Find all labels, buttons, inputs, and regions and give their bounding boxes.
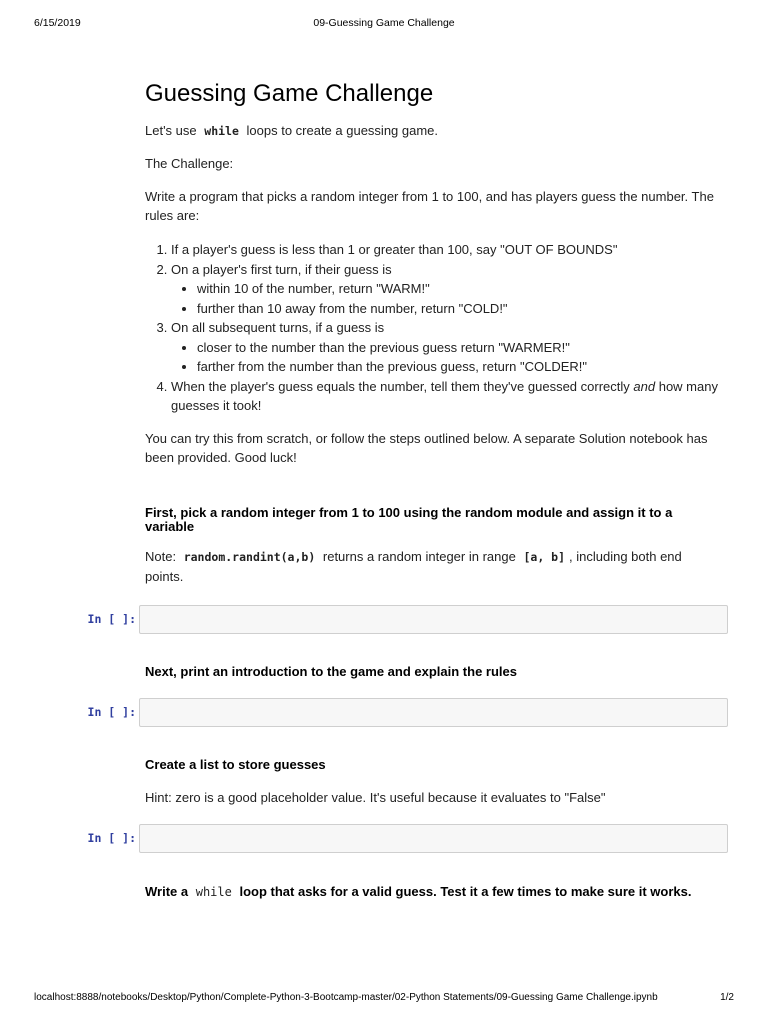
hint-paragraph: Hint: zero is a good placeholder value. It's useful because it evaluates to "False"	[145, 790, 606, 805]
rule-item: 4. When the player's guess equals the number, tell them they've guessed correctly and how many guesses it took!	[171, 377, 741, 416]
sub-rule-item: • closer to the number than the previous guess return "WARMER!"	[197, 338, 741, 358]
inline-code-while: while	[204, 124, 239, 138]
step4-heading: Write a while loop that asks for a valid guess. Test it a few times to make sure it works.	[145, 884, 692, 899]
inline-code-randint: random.randint(a,b)	[183, 550, 316, 564]
sub-rule-item: • further than 10 away from the number, return "COLD!"	[197, 299, 741, 319]
print-date: 6/15/2019	[34, 17, 81, 29]
code-input[interactable]	[139, 605, 728, 634]
inline-code-while: while	[195, 885, 232, 899]
rule-item: 3. On all subsequent turns, if a guess is • closer to the number than the previous guess return "WARMER!" • farther from the number than the previous guess, return "COLDER!"	[171, 318, 741, 377]
step2-heading: Next, print an introduction to the game and explain the rules	[145, 664, 517, 679]
challenge-description: Write a program that picks a random integer from 1 to 100, and has players guess the number. The rules are:	[145, 189, 714, 223]
code-input[interactable]	[139, 698, 728, 727]
sub-rule-item: • farther from the number than the previous guess, return "COLDER!"	[197, 357, 741, 377]
page-title: Guessing Game Challenge	[145, 80, 434, 107]
page-number: 1/2	[720, 992, 734, 1003]
step3-heading: Create a list to store guesses	[145, 757, 326, 772]
inline-code-range: [a, b]	[523, 550, 566, 564]
print-title: 09-Guessing Game Challenge	[313, 17, 455, 29]
challenge-label: The Challenge:	[145, 156, 234, 171]
sub-rule-item: • within 10 of the number, return "WARM!"	[197, 279, 741, 299]
rules-list	[145, 240, 741, 416]
scratch-paragraph: You can try this from scratch, or follow the steps outlined below. A separate Solution notebook has been provided. Good luck!	[145, 431, 708, 465]
code-input[interactable]	[139, 824, 728, 853]
intro-paragraph: Let's use while loops to create a guessing game.	[145, 123, 439, 138]
cell-prompt: In [ ]:	[87, 831, 136, 845]
note-paragraph: Note: random.randint(a,b) returns a random integer in range [a, b] , including both end points.	[145, 549, 682, 584]
cell-prompt: In [ ]:	[87, 705, 136, 719]
print-url: localhost:8888/notebooks/Desktop/Python/Complete-Python-3-Bootcamp-master/02-Python Statements/09-Guessing Game Challenge.ipynb	[34, 992, 658, 1003]
rule-item: 1. If a player's guess is less than 1 or greater than 100, say "OUT OF BOUNDS"	[171, 240, 741, 260]
step1-heading: First, pick a random integer from 1 to 100 using the random module and assign it to a variable	[145, 505, 673, 534]
cell-prompt: In [ ]:	[87, 612, 136, 626]
code-cell	[80, 698, 728, 727]
rule-item: 2. On a player's first turn, if their guess is • within 10 of the number, return "WARM!" • further than 10 away from the number, return "COLD!"	[171, 260, 741, 319]
code-cell	[80, 605, 728, 634]
code-cell	[80, 824, 728, 853]
